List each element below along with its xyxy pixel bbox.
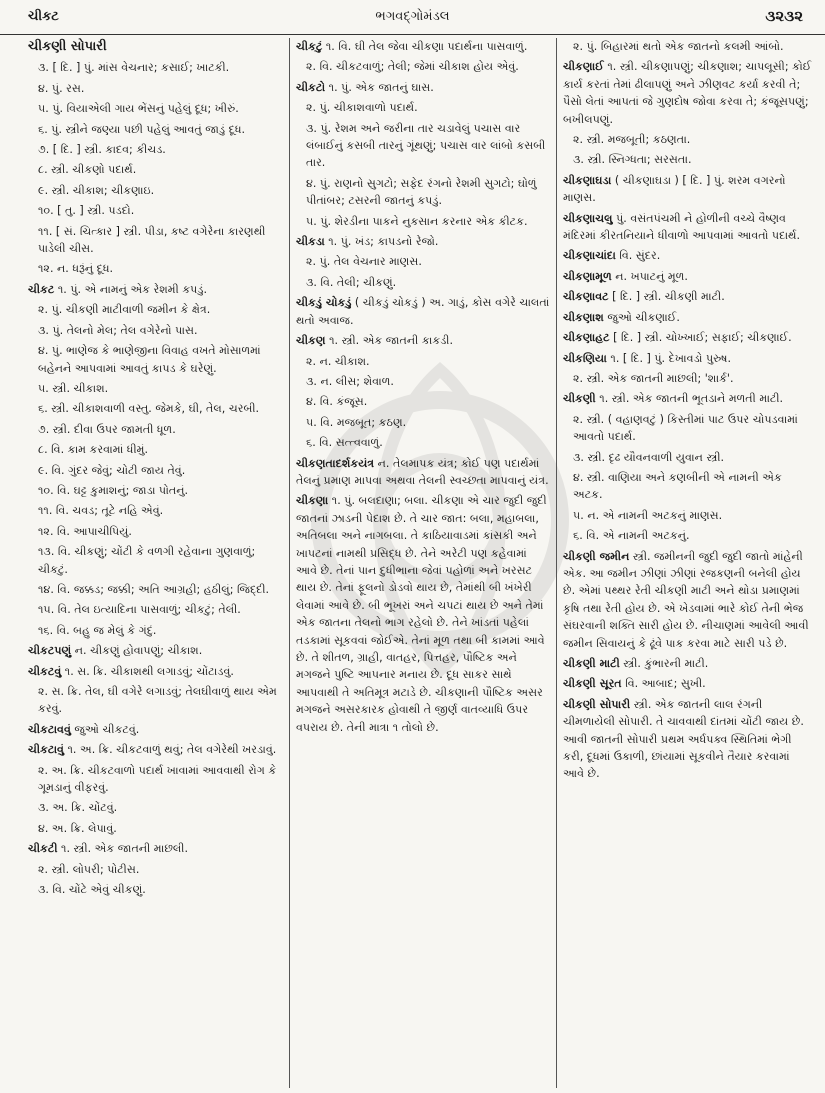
definition-text: ૧. પું. એક જાતનું ઘાસ. bbox=[325, 80, 434, 94]
dictionary-entry bbox=[563, 527, 813, 544]
definition-text: જુઓ ચીકટવું. bbox=[70, 722, 140, 736]
definition-text: ૬. વિ. સત્ત્વવાળું. bbox=[306, 436, 383, 450]
dictionary-entry bbox=[296, 434, 551, 451]
definition-text: ૧૧. [ સં. ચિત્કાર ] સ્ત્રી. પીડા, કષ્ટ વગેરેના કારણથી પાડેલી ચીસ. bbox=[38, 224, 266, 256]
definition-text: જુઓ ચીકણાઈ. bbox=[603, 310, 680, 324]
headword: ચીકણિયા bbox=[563, 351, 607, 365]
definition-text: [ દિ. ] સ્ત્રી. ચોખ્ખાઈ; સફાઈ; ચીકણાઈ. bbox=[609, 331, 792, 345]
headword: ચીકણ bbox=[296, 334, 326, 348]
dictionary-entry bbox=[28, 642, 283, 659]
definition-text: ૨. અ. ક્રિ. ચીકટવાળો પદાર્થ ખાવામાં આવવાથી રોગ કે ગૂમડાનું વીફરવું. bbox=[38, 763, 277, 795]
definition-text: ન. ચીકણું હોવાપણું; ચીકાશ. bbox=[71, 644, 203, 658]
dictionary-entry bbox=[296, 455, 551, 490]
definition-text: ૩. [ દિ. ] પું. માંસ વેચનાર; કસાઈ; ખાટકી. bbox=[38, 61, 230, 75]
dictionary-entry bbox=[28, 161, 283, 178]
definition-text: [ દિ. ] સ્ત્રી. ચીકણી માટી. bbox=[608, 290, 725, 304]
headword: ચીકણાચલુ bbox=[563, 211, 613, 225]
definition-text: ૧. પું. ખંડ; કાપડનો રેજો. bbox=[324, 235, 439, 249]
definition-text: ૨. પું. ચીકણી માટીવાળી જમીન કે ક્ષેત્ર. bbox=[38, 303, 211, 317]
definition-text: ૧. પું. એ નામનું એક રેશમી કપડું. bbox=[54, 282, 207, 296]
dictionary-entry bbox=[28, 840, 283, 857]
definition-text: ૨. ન. ચીકાશ. bbox=[306, 354, 370, 368]
dictionary-entry bbox=[28, 322, 283, 339]
headword: ચીકટપણું bbox=[28, 644, 72, 658]
definition-text: ૨. સ્ત્રી. લોપરી; પોટીસ. bbox=[38, 862, 140, 876]
dictionary-entry bbox=[28, 141, 283, 158]
definition-text: ૧. સ્ત્રી. ચીકણાપણું; ચીકણાશ; ચાપલૂસી; કોઈ કાર્ય કરતાં તેમાં ઢીલાપણું અને ઝીણવટ કર્યા કરવી તે; પૈસો લેતાં આપતાં જે ગુણદોષ જોવા કરવા તે; કંજૂસપણું; બખીલપણું. bbox=[563, 60, 812, 126]
headword: ચીકણી સોપારી bbox=[563, 697, 631, 711]
definition-text: ૨. સ. ક્રિ. તેલ, ઘી વગેરે લગાડવું; તેલઘીવાળું થાય એમ કરવું. bbox=[38, 685, 277, 716]
dictionary-entry bbox=[563, 172, 813, 207]
dictionary-entry bbox=[563, 507, 813, 524]
dictionary-entry bbox=[563, 268, 813, 285]
definition-text: ૧. સ્ત્રી. એક જાતની ભૂતડાને મળતી માટી. bbox=[595, 392, 784, 406]
dictionary-entry bbox=[563, 469, 813, 504]
definition-text: ૨. વિ. ચીકટવાળું; તેલી; જેમાં ચીકાશ હોય એવું. bbox=[306, 60, 519, 74]
definition-text: ૧૨. ન. ધરૂંનું દૂધ. bbox=[38, 262, 114, 276]
dictionary-entry bbox=[563, 58, 813, 128]
dictionary-entry bbox=[28, 502, 283, 519]
headword: ચીકણાહટ bbox=[563, 331, 610, 345]
headword: ચીકણાચાંદા bbox=[563, 249, 616, 263]
definition-text: ૪. પું. રાણનો સુગટો; સફેદ રંગનો રેશમી સુગટો; ઘોળું પીતાંબર; ટસરની જાતનું કપડું. bbox=[306, 176, 537, 208]
dictionary-entry bbox=[28, 121, 283, 138]
definition-text: ૫. ન. એ નામની અટકનું માણસ. bbox=[573, 508, 723, 522]
dictionary-entry bbox=[563, 329, 813, 346]
dictionary-entry bbox=[28, 59, 283, 76]
dictionary-entry bbox=[28, 543, 283, 578]
definition-text: ૨. પું. ચીકાશવાળો પદાર્થ. bbox=[306, 101, 418, 115]
dictionary-entry bbox=[296, 79, 551, 96]
dictionary-entry bbox=[296, 233, 551, 250]
dictionary-entry bbox=[28, 281, 283, 298]
column-head-entry bbox=[28, 38, 283, 55]
dictionary-entry bbox=[296, 120, 551, 172]
definition-text: ૧. સ્ત્રી. એક જાતની કાકડી. bbox=[325, 334, 453, 348]
definition-text: સ્ત્રી. એક જાતની લાલ રંગની ચીમળાયેલી સોપારી. તે ચાવવાથી દાંતમાં ચોંટી જાય છે. આવી જાતની સોપારી પ્રથમ અર્ધપક્વ સ્થિતિમાં ભેગી કરી, દૂધમાં ઉકાળી, છાંયામાં સૂકવીને તૈયાર કરવામાં આવે છે. bbox=[563, 697, 804, 781]
dictionary-entry bbox=[563, 210, 813, 245]
definition-text: ૧૫. વિ. તેલ ઇત્યાદિના પાસવાળું; ચીકટું; તેલી. bbox=[38, 603, 241, 617]
header-title: ભગવદ્ગોમંડલ bbox=[375, 9, 450, 24]
definition-text: ( ચીકડું ચોકડું ) અ. ગાડું, કોસ વગેરે ચાલતાં થતો અવાજ. bbox=[296, 296, 550, 327]
definition-text: ૩. સ્ત્રી. સ્નિગ્ધતા; સરસતા. bbox=[573, 153, 692, 167]
definition-text: ૬. વિ. એ નામની અટકનું. bbox=[573, 529, 690, 543]
dictionary-entry bbox=[563, 247, 813, 264]
definition-text: વિ. આબાદ; સુખી. bbox=[621, 677, 706, 691]
definition-text: ૩. પું. તેલનો મેલ; તેલ વગેરેનો પાસ. bbox=[38, 323, 198, 337]
definition-text: ૬. પું. સ્ત્રીને જણ્યા પછી પહેલું આવતું જાડું દૂધ. bbox=[38, 122, 246, 136]
definition-text: ૧૪. વિ. જક્કડ; જક્કી; અતિ આગ્રહી; હઠીલું; જિદ્દી. bbox=[38, 582, 270, 596]
definition-text: ૧૦. [ તુ. ] સ્ત્રી. પડદો. bbox=[38, 204, 135, 218]
headword: ચીકણી bbox=[563, 392, 596, 406]
definition-text: ૪. વિ. કંજૂસ. bbox=[306, 395, 368, 409]
definition-text: ૧૬. વિ. બહુ જ મેલું કે ગંદું. bbox=[38, 623, 157, 637]
definition-text: ૪. અ. ક્રિ. લેપાવું. bbox=[38, 821, 117, 835]
definition-text: વિ. સુંદર. bbox=[615, 249, 661, 263]
dictionary-entry bbox=[563, 449, 813, 466]
dictionary-entry bbox=[563, 411, 813, 446]
dictionary-entry bbox=[28, 741, 283, 758]
headword: ચીકટી bbox=[28, 842, 58, 856]
dictionary-entry bbox=[28, 881, 283, 898]
dictionary-entry bbox=[28, 342, 283, 377]
headword: ચીકણાઘડા bbox=[563, 173, 612, 187]
definition-text: ૨. સ્ત્રી. ( વહાણવટું ) કિસ્તીમાં પાટ ઉપર ચોપડવામાં આવતો પદાર્થ. bbox=[573, 412, 798, 444]
dictionary-entry bbox=[563, 696, 813, 783]
definition-text: સ્ત્રી. કુંભારની માટી. bbox=[619, 657, 709, 670]
headword: ચીકટું bbox=[296, 40, 323, 53]
definition-text: ૪. પું. ભાણેજ કે ભાણેજીના વિવાહ વખતે મોસાળમાં બહેનને આપવામાં આવતું કાપડ કે ઘરેણું. bbox=[38, 344, 261, 375]
column-divider bbox=[556, 38, 557, 1088]
headword: ચીકટ bbox=[28, 282, 55, 296]
dictionary-entry bbox=[28, 622, 283, 639]
dictionary-entry bbox=[296, 373, 551, 390]
dictionary-entry bbox=[563, 370, 813, 387]
definition-text: ૧. સ્ત્રી. એક જાતની માછલી. bbox=[57, 842, 188, 856]
dictionary-entry bbox=[28, 301, 283, 318]
definition-text: ૭. [ દિ. ] સ્ત્રી. કાદવ; કીચડ. bbox=[38, 143, 166, 157]
column-2 bbox=[296, 38, 551, 1088]
headword: ચીકણી સૂરત bbox=[563, 677, 622, 691]
headword: ચીકણી સોપારી bbox=[28, 39, 107, 54]
definition-text: ૮. વિ. કામ કરવામાં ધીમું. bbox=[38, 443, 148, 457]
column-divider bbox=[289, 38, 290, 1088]
definition-text: ૯. વિ. ગુંદર જેવું; ચોટી જાય તેવું. bbox=[38, 463, 186, 477]
dictionary-entry bbox=[563, 151, 813, 168]
headword: ચીકણાવટ bbox=[563, 290, 609, 304]
definition-text: ન. ખપાટનું મૂળ. bbox=[611, 269, 688, 283]
page-header bbox=[0, 0, 825, 35]
definition-text: ૭. સ્ત્રી. દીવા ઉપર જામતી ધૂળ. bbox=[38, 422, 176, 436]
dictionary-entry bbox=[296, 99, 551, 116]
column-1 bbox=[28, 38, 283, 1088]
definition-text: ૪. પું. રસ. bbox=[38, 81, 85, 95]
definition-text: ૧. [ દિ. ] પું. દેખાવડો પુરુષ. bbox=[606, 351, 732, 365]
definition-text: ૫. સ્ત્રી. ચીકાશ. bbox=[38, 381, 109, 395]
definition-text: ૧૧. વિ. ચવડ; તૂટે નહિ એવું. bbox=[38, 504, 164, 518]
dictionary-entry bbox=[28, 100, 283, 117]
dictionary-entry bbox=[28, 421, 283, 438]
dictionary-entry bbox=[563, 675, 813, 692]
definition-text: ૨. પું. તેલ વેચનાર માણસ. bbox=[306, 255, 422, 269]
definition-text: ૩. સ્ત્રી. દૃઢ યૌવનવાળી યુવાન સ્ત્રી. bbox=[573, 450, 725, 464]
dictionary-entry bbox=[296, 393, 551, 410]
definition-text: ૩. વિ. ચોંટે એવું ચીકણું. bbox=[38, 883, 146, 897]
dictionary-entry bbox=[28, 820, 283, 837]
dictionary-entry bbox=[563, 350, 813, 367]
dictionary-entry bbox=[28, 581, 283, 598]
dictionary-entry bbox=[28, 202, 283, 219]
definition-text: ન. તેલમાપક યંત્ર; કોઈ પણ પદાર્થમાં તેલનું પ્રમાણ માપવા અથવા તેલની સ્વચ્છતા માપવાનું યંત્ર. bbox=[296, 456, 549, 487]
dictionary-entry bbox=[28, 441, 283, 458]
dictionary-entry bbox=[563, 390, 813, 407]
definition-text: ૩. પું. રેશમ અને જરીના તાર ચડાવેલું પચાસ વાર લંબાઈનું કસબી તારનું ગૂંથણું; પચાસ વાર લાંબો કસબી તાર. bbox=[306, 121, 546, 170]
column-3 bbox=[563, 38, 813, 1088]
dictionary-entry bbox=[296, 274, 551, 291]
definition-text: ૫. વિ. મજબૂત; કઠણ. bbox=[306, 415, 407, 429]
dictionary-entry bbox=[28, 223, 283, 258]
definition-text: ૫. પું. શેરડીના પાકને નુકસાન કરનાર એક કીટક. bbox=[306, 214, 528, 228]
definition-text: ૨. સ્ત્રી. એક જાતની માછલી; 'શાર્ક'. bbox=[573, 371, 734, 385]
headword: ચીકટો bbox=[296, 80, 326, 94]
definition-text: ૧. સ. ક્રિ. ચીકાશથી લગાડવું; ચોંટાડવું. bbox=[61, 664, 234, 678]
dictionary-entry bbox=[28, 380, 283, 397]
headword: ચીકટાવું bbox=[28, 743, 64, 757]
header-guide-word: ચીકટ bbox=[28, 9, 59, 24]
headword: ચીકટાવવું bbox=[28, 722, 71, 736]
definition-text: પું. વસંતપંચમી ને હોળીની વચ્ચે વૈષ્ણવ મંદિરમાં કીરતનિયાને ધીવાળો આપવામાં આવતો પદાર્થ. bbox=[563, 211, 801, 243]
dictionary-entry bbox=[296, 353, 551, 370]
definition-text: ૩. ન. લીસ; શેવાળ. bbox=[306, 374, 394, 388]
definition-text: ૧. પું. બલદાણા; બલા. ચીકણા એ ચાર જુદી જુદી જાતનાં ઝાડની પેદાશ છે. તે ચાર જાત: બલા, મહાબલા, અતિબલા અને નાગબલા. તે કાઠિયાવાડમાં કાંસકી અને ખાપટનાં નામથી પ્રસિદ્ધ છે. તેને અરેટી પણ કહેવામાં આવે છે. તેનાં પાન દુધીભાના જેવાં પહોળાં અને ખરસટ થાય છે. તેનાં ફૂલનો ડોડવો થાય છે, તેમાંથી બી ખંખેરી લેવામાં આવે છે. બી ભૂખરાં અને ચપટાં થાય છે અને તેમાં એક જાતના તેલનો ભાગ રહેલો છે. તેને ખાંડતાં પહેલાં તડકામાં સૂકવવાં જોઈએ. તેનાં મૂળ તથા બી કામમાં આવે છે. તે શીતળ, ગ્રાહી, વાતહર, પિત્તહર, પૌષ્ટિક અને મગજને પુષ્ટિ આપનાર મનાય છે. દૂધ સાકર સાથે આપવાથી તે અતિમૂત્ર મટાડે છે. ચીકણાની પૌષ્ટિક અસર મગજને અસરકારક હોવાથી તે જીર્ણ વાતવ્યાધિ ઉપર વપરાય છે. તેની માત્રા ૧ તોલો છે. bbox=[296, 494, 547, 734]
dictionary-entry bbox=[296, 492, 551, 736]
dictionary-entry bbox=[296, 294, 551, 329]
dictionary-entry bbox=[296, 213, 551, 230]
dictionary-entry bbox=[296, 253, 551, 270]
headword: ચીકણાશ bbox=[563, 310, 604, 324]
dictionary-entry bbox=[28, 861, 283, 878]
headword: ચીકટવું bbox=[28, 664, 62, 678]
definition-text: ૯. સ્ત્રી. ચીકાશ; ચીકણાઇ. bbox=[38, 183, 155, 197]
dictionary-entry bbox=[28, 601, 283, 618]
headword: ચીકડા bbox=[296, 235, 325, 249]
definition-text: ૧. વિ. ઘી તેલ જેવા ચીકણા પદાર્થના પાસવાળું. bbox=[322, 40, 528, 53]
definition-text: ૪. સ્ત્રી. વાણિયા અને કણબીની એ નામની એક અટક. bbox=[573, 470, 782, 502]
dictionary-entry bbox=[563, 38, 813, 55]
dictionary-entry bbox=[28, 799, 283, 816]
definition-text: ૧૦. વિ. ઘટ્ટ કુમાશનું; જાડા પોતનું. bbox=[38, 483, 189, 497]
dictionary-entry bbox=[28, 762, 283, 797]
dictionary-entry bbox=[296, 38, 551, 55]
definition-text: ( ચીકણાઘડા ) [ દિ. ] પું. શરમ વગરનો માણસ. bbox=[563, 173, 786, 205]
definition-text: ૫. પું. વિયાએલી ગાય ભેંસનું પહેલું દૂધ; ખીરું. bbox=[38, 102, 239, 116]
page-number: ૩૨૩૨ bbox=[765, 7, 803, 25]
dictionary-entry bbox=[296, 58, 551, 75]
dictionary-entry bbox=[28, 683, 283, 718]
definition-text: ૮. સ્ત્રી. ચીકણો પદાર્થ. bbox=[38, 163, 137, 177]
definition-text: ૧૨. વિ. આપાચીપિયું. bbox=[38, 524, 132, 538]
definition-text: ૩. અ. ક્રિ. ચોંટવું. bbox=[38, 801, 118, 815]
dictionary-entry bbox=[28, 482, 283, 499]
dictionary-entry bbox=[563, 548, 813, 652]
headword: ચીકણતાદર્શકયંત્ર bbox=[296, 456, 375, 470]
headword: ચીકણા bbox=[296, 494, 329, 508]
definition-text: ૬. સ્ત્રી. ચીકાશવાળી વસ્તુ. જેમકે, ઘી, તેલ, ચરબી. bbox=[38, 402, 260, 416]
dictionary-entry bbox=[28, 400, 283, 417]
dictionary-entry bbox=[296, 175, 551, 210]
dictionary-entry bbox=[296, 332, 551, 349]
headword: ચીકણી જમીન bbox=[563, 549, 630, 563]
dictionary-entry bbox=[563, 131, 813, 148]
dictionary-entry bbox=[563, 655, 813, 672]
dictionary-entry bbox=[28, 721, 283, 738]
dictionary-entry bbox=[563, 288, 813, 305]
definition-text: ૧. અ. ક્રિ. ચીકટવાળું થવું; તેલ વગેરેથી ખરડાવું. bbox=[63, 743, 277, 757]
dictionary-entry bbox=[28, 462, 283, 479]
headword: ચીકણામૂળ bbox=[563, 269, 612, 283]
dictionary-entry bbox=[28, 182, 283, 199]
dictionary-entry bbox=[28, 663, 283, 680]
definition-text: સ્ત્રી. જમીનની જુદી જુદી જાતો માંહેની એક. આ જમીન ઝીણાં ઝીણાં રજકણની બનેલી હોય છે. એમાં પથ્થર રેતી ચીકણી માટી અને થોડા પ્રમાણમાં કૃષિ તથા રેતી હોય છે. એ ખેડવામાં ભારે કોઈ તેની ભેજ સંઘરવાની શક્તિ સારી હોય છે. નીચાણમાં આવેલી આવી જમીન સિવાયનું કે ઢૂંવે પાક કરવા માટે સારી પડે છે. bbox=[563, 549, 809, 650]
dictionary-entry bbox=[296, 414, 551, 431]
dictionary-entry bbox=[28, 523, 283, 540]
definition-text: ૧૩. વિ. ચીકણું; ચોંટી કે વળગી રહેવાના ગુણવાળું; ચીકટું. bbox=[38, 545, 256, 576]
dictionary-entry bbox=[28, 260, 283, 277]
headword: ચીકણાઈ bbox=[563, 60, 604, 74]
dictionary-entry bbox=[28, 80, 283, 97]
headword: ચીકણી માટી bbox=[563, 657, 620, 670]
dictionary-entry bbox=[563, 309, 813, 326]
headword: ચીકડું ચોકડું bbox=[296, 296, 352, 310]
definition-text: ૩. વિ. તેલી; ચીકણું. bbox=[306, 275, 397, 289]
definition-text: ૨. સ્ત્રી. મજબૂતી; કઠણતા. bbox=[573, 133, 691, 147]
definition-text: ૨. પું. બિહારમાં થતો એક જાતનો કલમી આંબો. bbox=[573, 40, 784, 53]
